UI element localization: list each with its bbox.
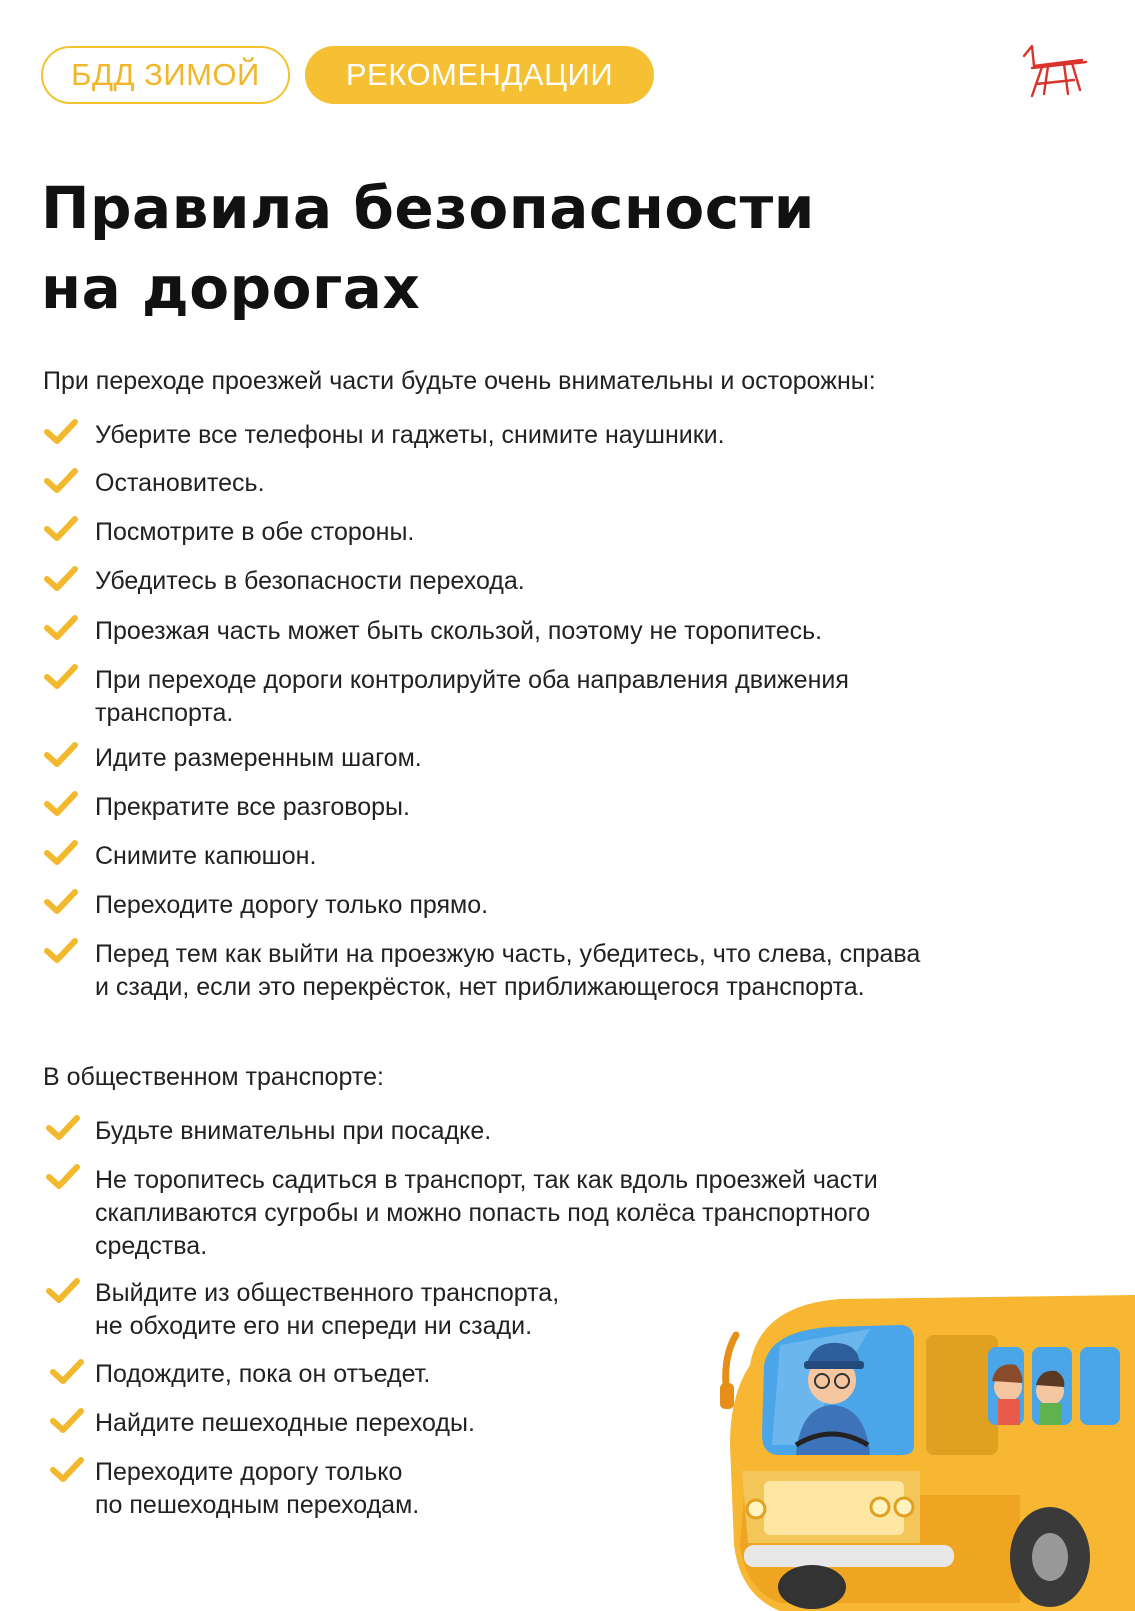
crossing-item-4: [95, 565, 525, 598]
item-line: Проезжая часть может быть скользой, поэтому не торопитесь.: [95, 617, 823, 645]
check-icon: [46, 1114, 80, 1142]
check-icon: [44, 467, 78, 495]
check-icon: [44, 888, 78, 916]
crossing-item-5: [95, 615, 822, 648]
item-line: Посмотрите в обе стороны.: [95, 518, 415, 546]
crossing-item-6: [95, 664, 849, 730]
crossing-item-10: [95, 889, 488, 922]
transport-item-4: [95, 1358, 430, 1391]
transport-item-2: [95, 1164, 878, 1263]
item-line: не обходите его ни спереди ни сзади.: [95, 1312, 533, 1340]
check-icon: [46, 1277, 80, 1305]
check-icon: [50, 1358, 84, 1386]
item-line: Идите размеренным шагом.: [95, 744, 422, 772]
check-icon: [44, 418, 78, 446]
check-icon: [44, 663, 78, 691]
crossing-item-2: [95, 467, 265, 500]
check-icon: [44, 790, 78, 818]
item-line: Остановитесь.: [95, 469, 265, 497]
crossing-item-11: [95, 938, 920, 1004]
item-line: Прекратите все разговоры.: [95, 793, 410, 821]
crossing-item-7: [95, 742, 422, 775]
logo-icon: [1020, 44, 1090, 104]
item-line: Перед тем как выйти на проезжую часть, убедитесь, что слева, справа: [95, 940, 921, 968]
check-icon: [44, 741, 78, 769]
check-icon: [46, 1163, 80, 1191]
tag-bdd-winter: БДД ЗИМОЙ: [41, 46, 290, 104]
transport-intro: В общественном транспорте:: [43, 1063, 384, 1091]
item-line: Подождите, пока он отъедет.: [95, 1360, 431, 1388]
item-line: скапливаются сугробы и можно попасть под колёса транспортного: [95, 1199, 871, 1227]
crossing-item-9: [95, 840, 316, 873]
check-icon: [44, 515, 78, 543]
transport-item-6: [95, 1456, 419, 1522]
title-line-1: Правила безопасности: [41, 174, 815, 242]
page-title: [41, 168, 815, 328]
item-line: Убедитесь в безопасности перехода.: [95, 567, 525, 595]
crossing-item-8: [95, 791, 410, 824]
item-line: Выйдите из общественного транспорта,: [95, 1279, 560, 1307]
transport-item-1: [95, 1115, 491, 1148]
item-line: по пешеходным переходам.: [95, 1491, 420, 1519]
item-line: Будьте внимательны при посадке.: [95, 1117, 492, 1145]
item-line: Не торопитесь садиться в транспорт, так как вдоль проезжей части: [95, 1166, 878, 1194]
item-line: средства.: [95, 1232, 208, 1260]
check-icon: [44, 937, 78, 965]
check-icon: [44, 614, 78, 642]
crossing-item-1: [95, 419, 725, 452]
check-icon: [50, 1407, 84, 1435]
check-icon: [44, 839, 78, 867]
crossing-intro: При переходе проезжей части будьте очень внимательны и осторожны:: [43, 367, 876, 395]
tag-recommendations: РЕКОМЕНДАЦИИ: [305, 46, 654, 104]
item-line: Найдите пешеходные переходы.: [95, 1409, 475, 1437]
item-line: Снимите капюшон.: [95, 842, 317, 870]
item-line: и сзади, если это перекрёсток, нет приближающегося транспорта.: [95, 973, 865, 1001]
item-line: Уберите все телефоны и гаджеты, снимите наушники.: [95, 421, 725, 449]
transport-item-5: [95, 1407, 475, 1440]
bus-illustration: [720, 1295, 1135, 1611]
item-line: Переходите дорогу только: [95, 1458, 403, 1486]
check-icon: [50, 1456, 84, 1484]
crossing-item-3: [95, 516, 414, 549]
transport-item-3: [95, 1277, 559, 1343]
item-line: транспорта.: [95, 699, 234, 727]
check-icon: [44, 565, 78, 593]
title-line-2: на дорогах: [41, 254, 421, 322]
item-line: Переходите дорогу только прямо.: [95, 891, 489, 919]
item-line: При переходе дороги контролируйте оба направления движения: [95, 666, 849, 694]
